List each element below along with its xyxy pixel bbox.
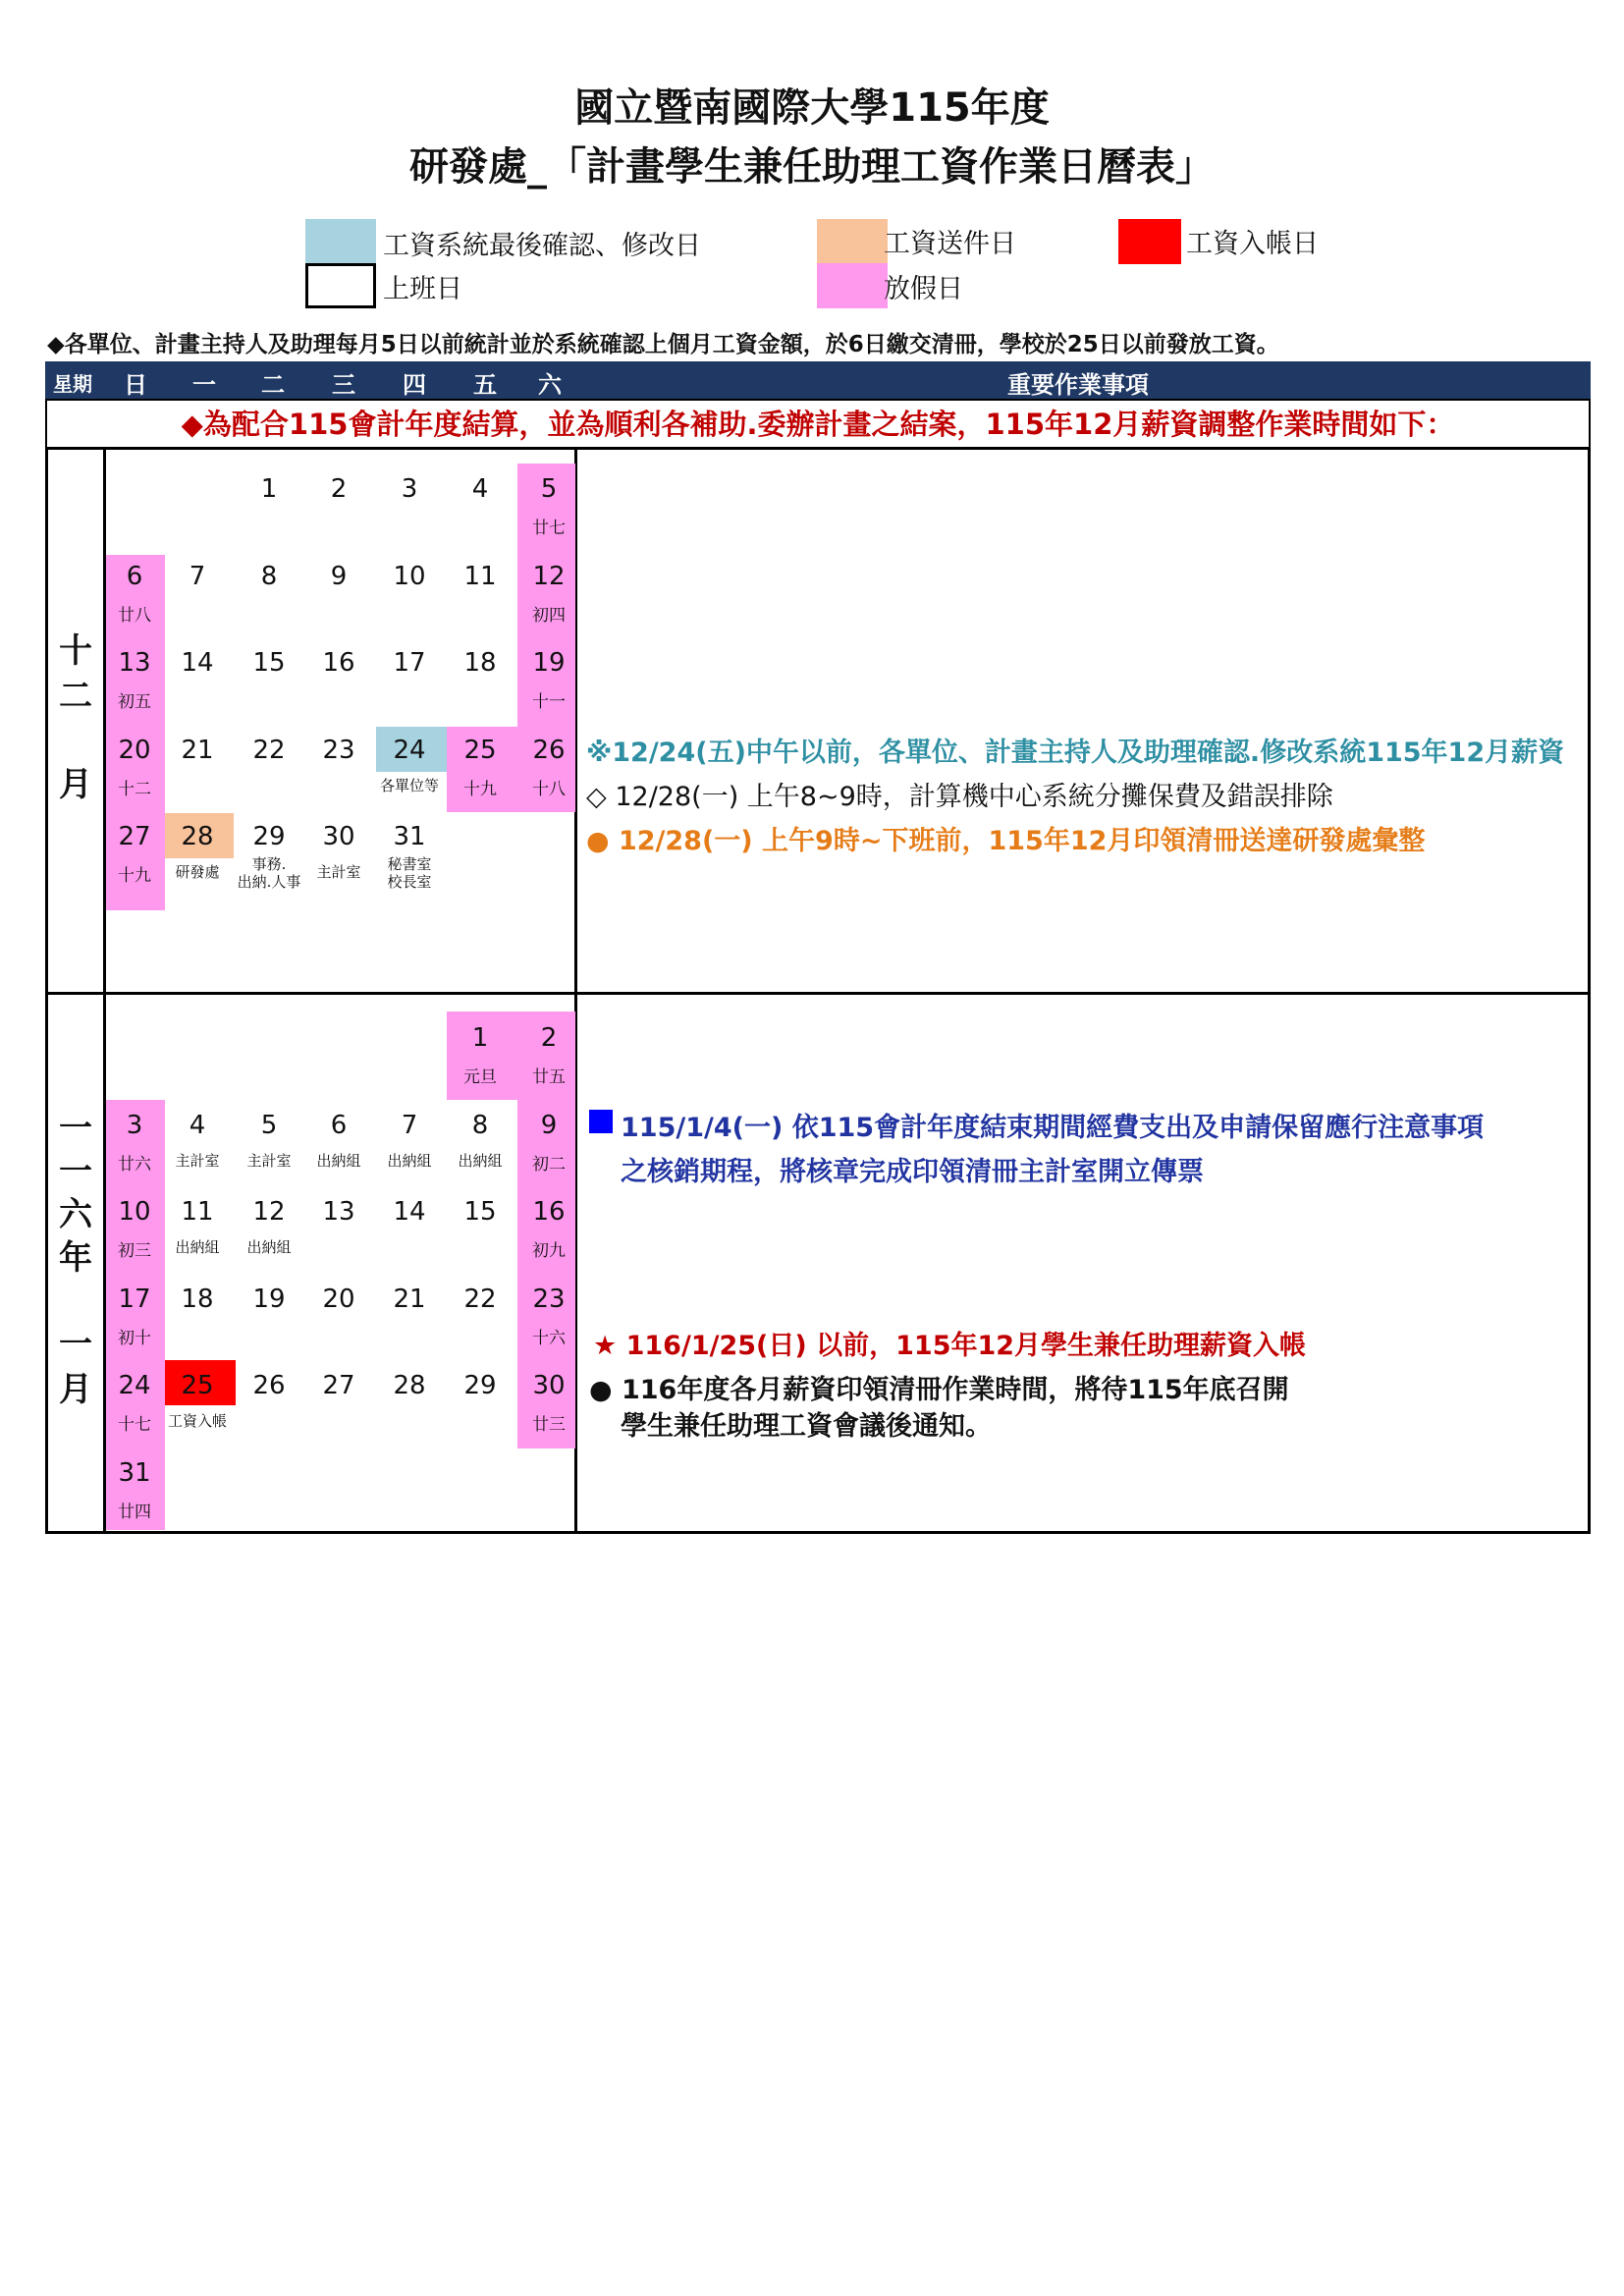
jan-day-14: 14 bbox=[393, 1197, 426, 1227]
jan-month-label-4: 年 bbox=[59, 1238, 92, 1278]
dec-day-9: 9 bbox=[330, 561, 348, 591]
legend-label-workday: 上班日 bbox=[383, 274, 462, 304]
dec-day-28-note: 研發處 bbox=[175, 863, 220, 881]
jan-day-3: 3 bbox=[126, 1110, 143, 1140]
blue-square-icon bbox=[589, 1110, 613, 1133]
header-day-fri: 五 bbox=[473, 371, 497, 399]
header-day-thu: 四 bbox=[403, 371, 426, 399]
jan-day-7: 7 bbox=[401, 1110, 418, 1140]
legend-label-send: 工資送件日 bbox=[884, 229, 1016, 259]
header-events: 重要作業事項 bbox=[1007, 371, 1149, 399]
dec-day-1: 1 bbox=[260, 474, 278, 504]
jan-day-24-note: 十七 bbox=[118, 1415, 151, 1435]
jan-day-29: 29 bbox=[463, 1371, 497, 1400]
jan-day-10-note: 初三 bbox=[118, 1241, 151, 1261]
legend-swatch-send bbox=[817, 219, 888, 264]
jan-day-19: 19 bbox=[252, 1284, 286, 1314]
dec-day-25-note: 十九 bbox=[463, 779, 497, 799]
dec-day-23: 23 bbox=[322, 735, 355, 765]
jan-day-11-note: 出納組 bbox=[175, 1238, 220, 1256]
table-header bbox=[45, 361, 1591, 399]
jan-day-25: 25 bbox=[181, 1371, 214, 1400]
jan-day-3-note: 廿六 bbox=[118, 1154, 151, 1175]
jan-day-8-note: 出納組 bbox=[458, 1151, 503, 1170]
dec-event-2: ◇ 12/28(一) 上午8~9時，計算機中心系統分攤保費及錯誤排除 bbox=[586, 782, 1333, 812]
dec-day-22: 22 bbox=[252, 735, 286, 765]
jan-day-5-note: 主計室 bbox=[246, 1151, 292, 1170]
jan-day-31-note: 廿四 bbox=[118, 1502, 151, 1522]
jan-day-4-note: 主計室 bbox=[175, 1151, 220, 1170]
jan-event-1: 115/1/4(一) 依115會計年度結束期間經費支出及申請保留應行注意事項 bbox=[621, 1113, 1485, 1143]
page-title-line2: 研發處_「計畫學生兼任助理工資作業日曆表」 bbox=[409, 144, 1215, 190]
jan-day-25-note: 工資入帳 bbox=[167, 1412, 227, 1430]
jan-day-20: 20 bbox=[322, 1284, 355, 1314]
header-day-tue: 二 bbox=[261, 371, 285, 399]
dec-day-2: 2 bbox=[330, 474, 348, 504]
header-week: 星期 bbox=[53, 372, 92, 396]
dec-day-4: 4 bbox=[471, 474, 489, 504]
jan-month-label-1: 一 bbox=[59, 1109, 92, 1148]
jan-day-2: 2 bbox=[540, 1023, 558, 1053]
dec-day-12: 12 bbox=[532, 561, 566, 591]
jan-day-26: 26 bbox=[252, 1371, 286, 1400]
jan-day-30-note: 廿三 bbox=[532, 1415, 566, 1435]
page-title-line1: 國立暨南國際大學115年度 bbox=[574, 85, 1050, 131]
dec-day-28: 28 bbox=[181, 822, 214, 851]
jan-day-12: 12 bbox=[252, 1197, 286, 1227]
jan-day-15: 15 bbox=[463, 1197, 497, 1227]
jan-day-27: 27 bbox=[322, 1371, 355, 1400]
dec-day-16: 16 bbox=[322, 648, 355, 678]
jan-day-23-note: 十六 bbox=[532, 1328, 566, 1348]
jan-day-17: 17 bbox=[118, 1284, 151, 1314]
dec-day-24: 24 bbox=[393, 735, 426, 765]
dec-day-27: 27 bbox=[118, 822, 151, 851]
jan-day-11: 11 bbox=[181, 1197, 214, 1227]
dec-day-3: 3 bbox=[401, 474, 418, 504]
dec-day-21: 21 bbox=[181, 735, 214, 765]
jan-month-label-6: 月 bbox=[59, 1370, 92, 1409]
dec-day-17: 17 bbox=[393, 648, 426, 678]
dec-month-label-2: 二 bbox=[59, 677, 92, 716]
jan-day-30: 30 bbox=[532, 1371, 566, 1400]
january-block bbox=[45, 992, 1591, 1534]
dec-day-5: 5 bbox=[540, 474, 558, 504]
dec-day-18: 18 bbox=[463, 648, 497, 678]
legend-swatch-confirm bbox=[305, 219, 376, 264]
header-day-sat: 六 bbox=[538, 371, 562, 399]
jan-day-21: 21 bbox=[393, 1284, 426, 1314]
dec-day-15: 15 bbox=[252, 648, 286, 678]
december-block bbox=[45, 447, 1591, 995]
jan-day-10: 10 bbox=[118, 1197, 151, 1227]
dec-day-24-note: 各單位等 bbox=[379, 776, 439, 794]
jan-day-6-note: 出納組 bbox=[316, 1151, 361, 1170]
legend-swatch-holiday bbox=[817, 263, 888, 308]
jan-event-1-cont: 之核銷期程，將核章完成印領清冊主計室開立傳票 bbox=[621, 1157, 1204, 1187]
header-day-sun: 日 bbox=[124, 371, 147, 399]
dec-day-13: 13 bbox=[118, 648, 151, 678]
dec-day-14: 14 bbox=[181, 648, 214, 678]
dec-event-1: ※12/24(五)中午以前，各單位、計畫主持人及助理確認.修改系統115年12月薪資 bbox=[586, 738, 1565, 768]
dec-event-3: ● 12/28(一) 上午9時~下班前，115年12月印領清冊送達研發處彙整 bbox=[586, 826, 1426, 856]
dec-day-13-note: 初五 bbox=[118, 692, 151, 712]
dec-day-30: 30 bbox=[322, 822, 355, 851]
jan-day-6: 6 bbox=[330, 1110, 348, 1140]
jan-day-23: 23 bbox=[532, 1284, 566, 1314]
dec-day-26-note: 十八 bbox=[532, 779, 566, 799]
jan-event-2: ★ 116/1/25(日) 以前，115年12月學生兼任助理薪資入帳 bbox=[593, 1331, 1307, 1361]
dec-day-20: 20 bbox=[118, 735, 151, 765]
dec-day-7: 7 bbox=[189, 561, 206, 591]
dec-day-11: 11 bbox=[463, 561, 497, 591]
legend-label-holiday: 放假日 bbox=[884, 274, 963, 304]
jan-day-22: 22 bbox=[463, 1284, 497, 1314]
dec-day-19-note: 十一 bbox=[532, 692, 566, 712]
jan-day-12-note: 出納組 bbox=[246, 1238, 292, 1256]
dec-day-31-note: 秘書室 校長室 bbox=[387, 855, 432, 891]
jan-day-7-note: 出納組 bbox=[387, 1151, 432, 1170]
header-day-mon: 一 bbox=[192, 371, 216, 399]
jan-event-3: ● 116年度各月薪資印領清冊作業時間，將待115年底召開 bbox=[589, 1375, 1289, 1405]
jan-day-5: 5 bbox=[260, 1110, 278, 1140]
jan-day-9: 9 bbox=[540, 1110, 558, 1140]
jan-day-16: 16 bbox=[532, 1197, 566, 1227]
legend-label-confirm: 工資系統最後確認、修改日 bbox=[383, 231, 701, 261]
dec-day-19: 19 bbox=[532, 648, 566, 678]
dec-day-26: 26 bbox=[532, 735, 566, 765]
dec-day-25: 25 bbox=[463, 735, 497, 765]
dec-day-6-note: 廿八 bbox=[118, 605, 151, 626]
dec-day-6: 6 bbox=[126, 561, 143, 591]
jan-day-28: 28 bbox=[393, 1371, 426, 1400]
jan-month-label-3: 六 bbox=[59, 1195, 92, 1234]
dec-month-label-3: 月 bbox=[59, 765, 92, 804]
jan-day-17-note: 初十 bbox=[118, 1328, 151, 1348]
dec-day-5-note: 廿七 bbox=[532, 519, 566, 538]
jan-day-18: 18 bbox=[181, 1284, 214, 1314]
jan-day-8: 8 bbox=[471, 1110, 489, 1140]
header-day-wed: 三 bbox=[332, 371, 355, 399]
jan-day-31: 31 bbox=[118, 1457, 151, 1488]
jan-day-4: 4 bbox=[189, 1110, 206, 1140]
dec-day-29: 29 bbox=[252, 822, 286, 851]
dec-month-label-1: 十 bbox=[59, 631, 92, 671]
jan-event-3-cont: 學生兼任助理工資會議後通知。 bbox=[621, 1411, 992, 1442]
adjustment-banner: ◆為配合115會計年度結算，並為順利各補助.委辦計畫之結案，115年12月薪資調整作業時間如下： bbox=[45, 399, 1591, 450]
dec-day-27-note: 十九 bbox=[118, 866, 151, 886]
jan-day-16-note: 初九 bbox=[532, 1241, 566, 1261]
jan-day-1-note: 元旦 bbox=[463, 1067, 497, 1087]
jan-month-label-2: 一 bbox=[59, 1152, 92, 1191]
dec-day-20-note: 十二 bbox=[118, 779, 151, 799]
dec-day-8: 8 bbox=[260, 561, 278, 591]
legend-label-paid: 工資入帳日 bbox=[1186, 229, 1319, 259]
legend-swatch-workday bbox=[305, 263, 376, 308]
dec-day-10: 10 bbox=[393, 561, 426, 591]
jan-month-label-5: 一 bbox=[59, 1325, 92, 1364]
dec-day-29-note: 事務. 出納.人事 bbox=[237, 855, 301, 891]
jan-day-24: 24 bbox=[118, 1371, 151, 1400]
jan-day-9-note: 初二 bbox=[532, 1154, 566, 1175]
dec-day-12-note: 初四 bbox=[532, 605, 566, 626]
dec-day-31: 31 bbox=[393, 822, 426, 851]
jan-day-13: 13 bbox=[322, 1197, 355, 1227]
legend-swatch-paid bbox=[1118, 219, 1181, 264]
jan-day-2-note: 廿五 bbox=[532, 1067, 566, 1087]
jan-day-1: 1 bbox=[471, 1023, 489, 1053]
dec-day-30-note: 主計室 bbox=[316, 863, 361, 881]
instruction-note: ◆各單位、計畫主持人及助理每月5日以前統計並於系統確認上個月工資金額，於6日繳交清冊，學校於25日以前發放工資。 bbox=[47, 332, 1279, 357]
